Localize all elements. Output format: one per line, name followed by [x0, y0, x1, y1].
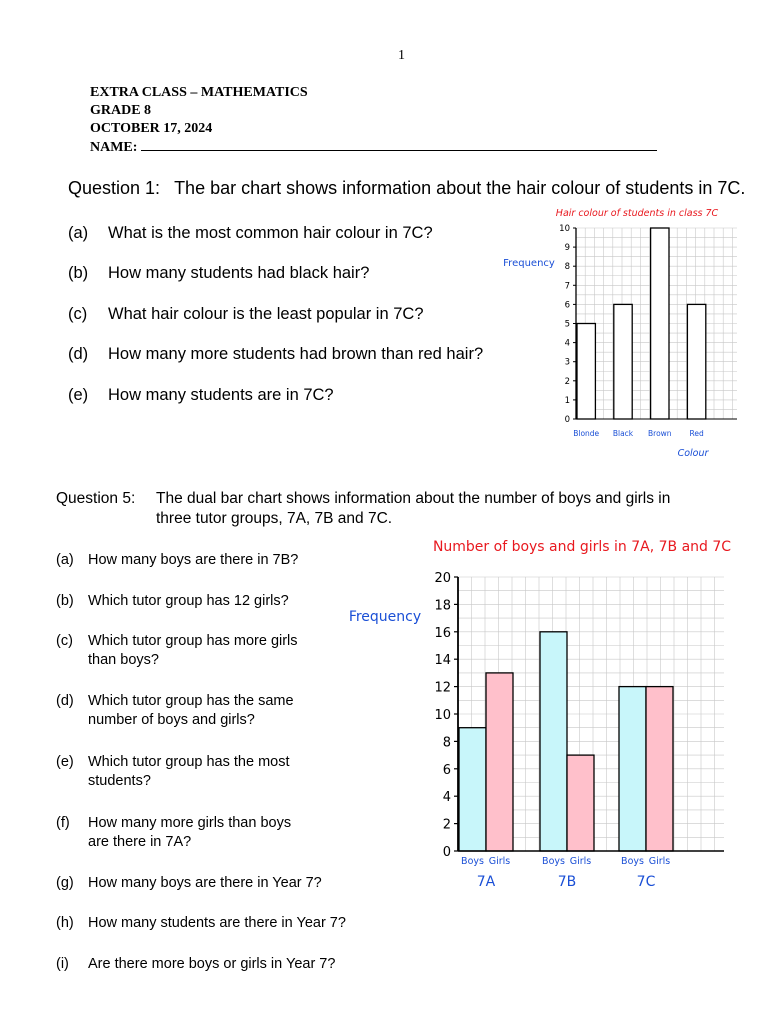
chart1-title: Hair colour of students in class 7C — [555, 208, 719, 219]
q5-item-text: Which tutor group has 12 girls? — [88, 593, 289, 609]
q5-item-label: (a) — [56, 552, 74, 568]
q1-item-text: How many students had black hair? — [108, 264, 370, 282]
question-5-number: Question 5: — [56, 490, 136, 507]
chart1-y-axis-label: Frequency — [503, 258, 555, 269]
q5-item-text: Are there more boys or girls in Year 7? — [88, 956, 336, 972]
q5-item-text: Which tutor group has the same — [88, 693, 294, 709]
chart1-y-tick-label: 5 — [564, 319, 570, 330]
q1-item-text: What is the most common hair colour in 7C? — [108, 224, 433, 242]
chart2-category-label: 7C — [636, 874, 656, 890]
question-5-text-line2: three tutor groups, 7A, 7B and 7C. — [156, 510, 393, 527]
q1-item-text: How many students are in 7C? — [108, 386, 334, 404]
q5-item-text: How many more girls than boys — [88, 815, 292, 831]
chart2-bar-label: Girls — [569, 856, 592, 867]
chart1-y-tick-label: 6 — [564, 300, 570, 311]
chart2-y-tick-label: 6 — [442, 762, 451, 778]
q5-item-label: (b) — [56, 593, 74, 609]
q5-item-text: Which tutor group has more girls — [88, 633, 298, 649]
q1-item-label: (d) — [68, 345, 89, 363]
chart2-y-tick-label: 12 — [434, 680, 451, 696]
question-5-text-line1: The dual bar chart shows information about the number of boys and girls in — [156, 490, 671, 507]
chart1-bar-red — [687, 304, 705, 419]
q5-item-e — [56, 753, 290, 791]
chart2-category-label: 7A — [476, 874, 496, 890]
question-1-number: Question 1: — [68, 178, 161, 198]
chart1-bar-black — [614, 304, 632, 419]
page-number: 1 — [398, 48, 405, 63]
chart1-y-tick-label: 9 — [564, 243, 570, 254]
header-class-title: EXTRA CLASS – MATHEMATICS — [90, 85, 308, 100]
q5-item-text: How many boys are there in Year 7? — [88, 875, 322, 891]
chart1-y-tick-label: 8 — [564, 262, 570, 273]
q5-item-text: How many boys are there in 7B? — [88, 552, 299, 568]
q5-item-label: (f) — [56, 815, 70, 831]
chart2-bar-label: Boys — [461, 856, 484, 867]
q5-item-text-cont: than boys? — [88, 652, 159, 668]
question-1-text: The bar chart shows information about the hair colour of students in 7C. — [174, 178, 746, 198]
q5-item-a — [56, 551, 298, 570]
q5-item-h — [56, 914, 346, 933]
q5-item-label: (h) — [56, 915, 74, 931]
chart1-y-tick-label: 7 — [564, 281, 570, 292]
chart2-y-tick-label: 14 — [434, 653, 451, 669]
q5-item-text-cont: students? — [88, 773, 151, 789]
q5-item-f — [56, 814, 291, 852]
chart2-bar-label: Girls — [648, 856, 671, 867]
question-5-title — [56, 489, 670, 529]
name-label: NAME: — [90, 140, 138, 155]
q1-item-label: (a) — [68, 224, 89, 242]
chart1-bar-brown — [651, 228, 669, 419]
chart2-y-tick-label: 16 — [434, 625, 451, 641]
chart2-bar-label: Boys — [542, 856, 565, 867]
chart2-bar-label: Boys — [621, 856, 644, 867]
q5-item-label: (g) — [56, 875, 74, 891]
q5-item-text-cont: are there in 7A? — [88, 834, 192, 850]
q5-item-text: How many students are there in Year 7? — [88, 915, 346, 931]
chart1-category-label: Red — [689, 429, 704, 438]
chart2-y-tick-label: 0 — [442, 845, 451, 860]
chart2-bar-label: Girls — [488, 856, 511, 867]
q5-item-text: Which tutor group has the most — [88, 754, 290, 770]
header-grade: GRADE 8 — [90, 103, 152, 118]
header-date: OCTOBER 17, 2024 — [90, 121, 213, 136]
q5-item-d — [56, 692, 294, 730]
chart2-y-tick-label: 20 — [434, 571, 451, 586]
chart1-y-tick-label: 4 — [564, 338, 570, 349]
chart2-y-tick-label: 2 — [442, 817, 451, 833]
chart2-y-tick-label: 10 — [434, 708, 451, 723]
chart1-category-label: Black — [612, 429, 634, 438]
chart1-category-label: Brown — [648, 429, 672, 438]
chart2-y-axis-label: Frequency — [348, 609, 422, 625]
chart1-y-tick-label: 2 — [564, 376, 570, 387]
chart1-y-tick-label: 1 — [564, 395, 570, 406]
q5-item-g — [56, 874, 322, 893]
chart1-y-tick-label: 10 — [559, 224, 570, 234]
q5-item-label: (c) — [56, 633, 73, 649]
chart1-y-tick-label: 3 — [564, 357, 570, 368]
q1-item-label: (c) — [68, 305, 88, 323]
q1-item-label: (e) — [68, 386, 89, 404]
q1-item-text: How many more students had brown than red hair? — [108, 345, 484, 363]
chart1-x-axis-label: Colour — [677, 448, 709, 459]
chart2-category-label: 7B — [557, 874, 577, 890]
q5-item-label: (e) — [56, 754, 74, 770]
chart2-title: Number of boys and girls in 7A, 7B and 7C — [432, 539, 732, 555]
chart2-y-tick-label: 8 — [442, 735, 451, 751]
chart1-y-tick-label: 0 — [564, 415, 570, 425]
chart1-bar-blonde — [577, 324, 595, 420]
q1-item-label: (b) — [68, 264, 89, 282]
q5-item-label: (d) — [56, 693, 74, 709]
q5-item-c — [56, 632, 298, 670]
chart2-y-tick-label: 18 — [434, 598, 451, 614]
q5-item-text-cont: number of boys and girls? — [88, 712, 255, 728]
q5-item-label: (i) — [56, 956, 69, 972]
q1-item-text: What hair colour is the least popular in 7C? — [108, 305, 424, 323]
q5-item-b — [56, 592, 289, 611]
q5-item-i — [56, 955, 335, 974]
chart1-category-label: Blonde — [573, 429, 600, 438]
chart2-y-tick-label: 4 — [442, 790, 451, 806]
